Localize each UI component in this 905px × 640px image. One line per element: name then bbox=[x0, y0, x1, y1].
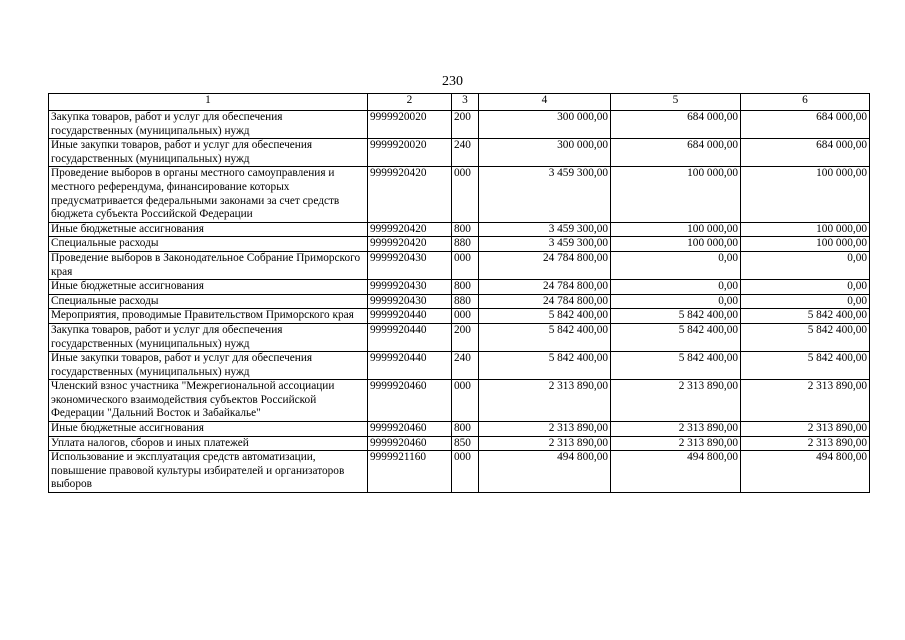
table-row bbox=[49, 436, 870, 451]
target-code: 9999920460 bbox=[368, 436, 452, 451]
table-row bbox=[49, 237, 870, 252]
expense-type-code: 240 bbox=[452, 139, 479, 167]
column-header: 6 bbox=[741, 94, 870, 111]
target-code: 9999920020 bbox=[368, 139, 452, 167]
table-row bbox=[49, 111, 870, 139]
table-row bbox=[49, 422, 870, 437]
amount-col-5: 100 000,00 bbox=[611, 222, 741, 237]
amount-col-5: 0,00 bbox=[611, 294, 741, 309]
expense-name: Членский взнос участника "Межрегиональной ассоциации экономического взаимодействия субъектов Российской Федерации "Дальний Восток и Забайкалье" bbox=[49, 380, 368, 422]
expense-name: Уплата налогов, сборов и иных платежей bbox=[49, 436, 368, 451]
table-row bbox=[49, 280, 870, 295]
amount-col-5: 2 313 890,00 bbox=[611, 422, 741, 437]
target-code: 9999920460 bbox=[368, 422, 452, 437]
expense-type-code: 880 bbox=[452, 294, 479, 309]
expense-type-code: 000 bbox=[452, 451, 479, 493]
expense-type-code: 800 bbox=[452, 422, 479, 437]
expense-type-code: 000 bbox=[452, 251, 479, 279]
amount-col-4: 3 459 300,00 bbox=[479, 222, 611, 237]
amount-col-5: 100 000,00 bbox=[611, 167, 741, 222]
expense-name: Закупка товаров, работ и услуг для обеспечения государственных (муниципальных) нужд bbox=[49, 323, 368, 351]
expense-name: Иные закупки товаров, работ и услуг для обеспечения государственных (муниципальных) нужд bbox=[49, 352, 368, 380]
amount-col-5: 0,00 bbox=[611, 251, 741, 279]
amount-col-6: 684 000,00 bbox=[741, 111, 870, 139]
expense-type-code: 240 bbox=[452, 352, 479, 380]
table-body bbox=[49, 111, 870, 493]
amount-col-4: 3 459 300,00 bbox=[479, 167, 611, 222]
expense-name: Использование и эксплуатация средств автоматизации, повышение правовой культуры избирателей и организаторов выборов bbox=[49, 451, 368, 493]
table-row bbox=[49, 451, 870, 493]
target-code: 9999920020 bbox=[368, 111, 452, 139]
amount-col-4: 5 842 400,00 bbox=[479, 323, 611, 351]
expense-name: Иные закупки товаров, работ и услуг для обеспечения государственных (муниципальных) нужд bbox=[49, 139, 368, 167]
amount-col-6: 2 313 890,00 bbox=[741, 422, 870, 437]
amount-col-5: 5 842 400,00 bbox=[611, 309, 741, 324]
amount-col-5: 2 313 890,00 bbox=[611, 436, 741, 451]
amount-col-4: 24 784 800,00 bbox=[479, 280, 611, 295]
expense-name: Закупка товаров, работ и услуг для обеспечения государственных (муниципальных) нужд bbox=[49, 111, 368, 139]
column-header: 1 bbox=[49, 94, 368, 111]
amount-col-6: 0,00 bbox=[741, 280, 870, 295]
amount-col-6: 5 842 400,00 bbox=[741, 309, 870, 324]
table-row bbox=[49, 222, 870, 237]
amount-col-5: 5 842 400,00 bbox=[611, 323, 741, 351]
amount-col-6: 100 000,00 bbox=[741, 237, 870, 252]
target-code: 9999920420 bbox=[368, 222, 452, 237]
target-code: 9999920430 bbox=[368, 294, 452, 309]
expense-type-code: 800 bbox=[452, 280, 479, 295]
target-code: 9999920430 bbox=[368, 251, 452, 279]
expense-name: Иные бюджетные ассигнования bbox=[49, 422, 368, 437]
table-row bbox=[49, 251, 870, 279]
table-row bbox=[49, 380, 870, 422]
amount-col-4: 5 842 400,00 bbox=[479, 352, 611, 380]
amount-col-4: 24 784 800,00 bbox=[479, 294, 611, 309]
expense-type-code: 000 bbox=[452, 380, 479, 422]
column-header: 2 bbox=[368, 94, 452, 111]
amount-col-6: 100 000,00 bbox=[741, 167, 870, 222]
amount-col-5: 494 800,00 bbox=[611, 451, 741, 493]
expense-type-code: 880 bbox=[452, 237, 479, 252]
amount-col-5: 684 000,00 bbox=[611, 139, 741, 167]
amount-col-6: 684 000,00 bbox=[741, 139, 870, 167]
amount-col-6: 2 313 890,00 bbox=[741, 436, 870, 451]
column-header: 5 bbox=[611, 94, 741, 111]
amount-col-5: 100 000,00 bbox=[611, 237, 741, 252]
target-code: 9999920460 bbox=[368, 380, 452, 422]
expense-type-code: 000 bbox=[452, 309, 479, 324]
table-row bbox=[49, 294, 870, 309]
table-header bbox=[49, 94, 870, 111]
column-header: 4 bbox=[479, 94, 611, 111]
expense-type-code: 800 bbox=[452, 222, 479, 237]
amount-col-4: 5 842 400,00 bbox=[479, 309, 611, 324]
amount-col-5: 0,00 bbox=[611, 280, 741, 295]
amount-col-5: 5 842 400,00 bbox=[611, 352, 741, 380]
table-row bbox=[49, 352, 870, 380]
expense-name: Проведение выборов в органы местного самоуправления и местного референдума, финансирование которых предусматривается федеральными законами за счет средств бюджета субъекта Российской Федерации bbox=[49, 167, 368, 222]
amount-col-5: 684 000,00 bbox=[611, 111, 741, 139]
expense-name: Иные бюджетные ассигнования bbox=[49, 280, 368, 295]
amount-col-4: 2 313 890,00 bbox=[479, 380, 611, 422]
target-code: 9999920420 bbox=[368, 237, 452, 252]
page-number: 230 bbox=[442, 74, 463, 89]
amount-col-4: 2 313 890,00 bbox=[479, 422, 611, 437]
amount-col-4: 2 313 890,00 bbox=[479, 436, 611, 451]
budget-table bbox=[48, 93, 870, 493]
amount-col-4: 494 800,00 bbox=[479, 451, 611, 493]
amount-col-4: 3 459 300,00 bbox=[479, 237, 611, 252]
expense-type-code: 850 bbox=[452, 436, 479, 451]
target-code: 9999921160 bbox=[368, 451, 452, 493]
amount-col-6: 2 313 890,00 bbox=[741, 380, 870, 422]
expense-type-code: 200 bbox=[452, 111, 479, 139]
amount-col-6: 5 842 400,00 bbox=[741, 323, 870, 351]
amount-col-4: 300 000,00 bbox=[479, 111, 611, 139]
expense-type-code: 000 bbox=[452, 167, 479, 222]
expense-name: Специальные расходы bbox=[49, 294, 368, 309]
amount-col-6: 0,00 bbox=[741, 251, 870, 279]
table-row bbox=[49, 139, 870, 167]
table-row bbox=[49, 309, 870, 324]
target-code: 9999920440 bbox=[368, 309, 452, 324]
expense-name: Специальные расходы bbox=[49, 237, 368, 252]
target-code: 9999920440 bbox=[368, 323, 452, 351]
table-row bbox=[49, 167, 870, 222]
table-row bbox=[49, 323, 870, 351]
expense-type-code: 200 bbox=[452, 323, 479, 351]
header-row bbox=[49, 94, 870, 111]
column-header: 3 bbox=[452, 94, 479, 111]
expense-name: Проведение выборов в Законодательное Собрание Приморского края bbox=[49, 251, 368, 279]
target-code: 9999920440 bbox=[368, 352, 452, 380]
expense-name: Иные бюджетные ассигнования bbox=[49, 222, 368, 237]
amount-col-6: 100 000,00 bbox=[741, 222, 870, 237]
target-code: 9999920420 bbox=[368, 167, 452, 222]
amount-col-4: 24 784 800,00 bbox=[479, 251, 611, 279]
amount-col-6: 5 842 400,00 bbox=[741, 352, 870, 380]
target-code: 9999920430 bbox=[368, 280, 452, 295]
amount-col-5: 2 313 890,00 bbox=[611, 380, 741, 422]
expense-name: Мероприятия, проводимые Правительством Приморского края bbox=[49, 309, 368, 324]
amount-col-6: 494 800,00 bbox=[741, 451, 870, 493]
amount-col-4: 300 000,00 bbox=[479, 139, 611, 167]
amount-col-6: 0,00 bbox=[741, 294, 870, 309]
